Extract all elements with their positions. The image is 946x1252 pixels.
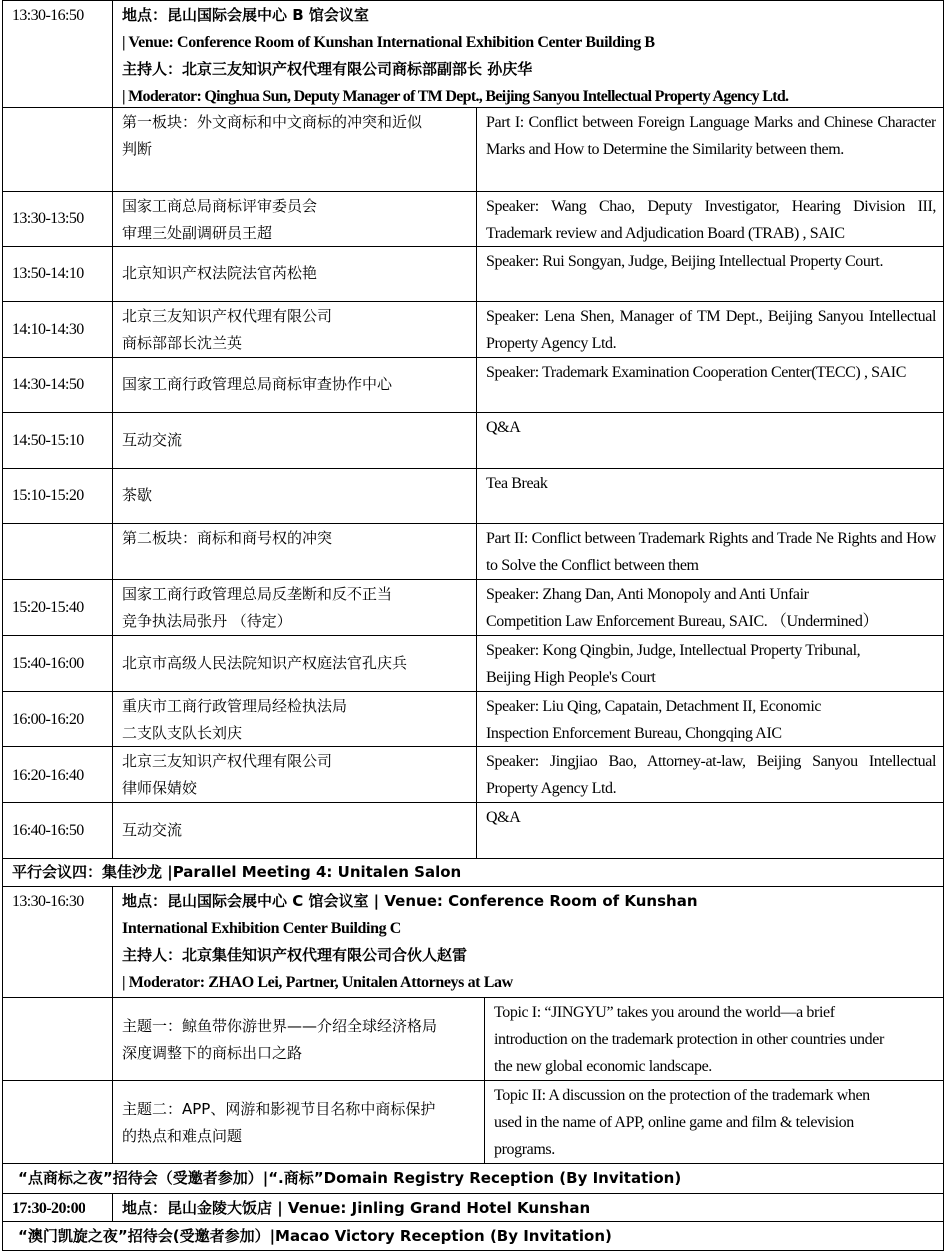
session-time: 17:30-20:00 — [12, 1200, 86, 1217]
agenda-row-zh: 北京三友知识产权代理有限公司 商标部部长沈兰英 — [122, 307, 333, 352]
venue-en: | Venue: Conference Room of Kunshan International Exhibition Center Building B — [122, 34, 655, 51]
topic-en: Topic II: A discussion on the protection of the trademark when used in the name of APP, online game and film & television programs. — [494, 1087, 870, 1158]
venue-line: International Exhibition Center Building C — [122, 920, 401, 937]
agenda-row-en: Speaker: Lena Shen, Manager of TM Dept., Beijing Sanyou Intellectual Property Agency Ltd. — [486, 308, 936, 352]
table-rule — [476, 107, 477, 859]
venue-line: 地点：昆山国际会展中心 C 馆会议室 | Venue: Conference Room of Kunshan — [122, 892, 698, 910]
agenda-row-zh: 第一板块：外文商标和中文商标的冲突和近似 判断 — [122, 113, 423, 158]
table-rule — [943, 0, 944, 1251]
row-time: 14:10-14:30 — [12, 321, 84, 338]
table-rule — [2, 523, 944, 524]
table-rule — [112, 1193, 113, 1222]
agenda-row-en: Speaker: Zhang Dan, Anti Monopoly and Anti Unfair Competition Law Enforcement Bureau, SAIC. （Undermined） — [486, 586, 879, 630]
row-time: 13:30-13:50 — [12, 210, 84, 227]
row-time: 13:50-14:10 — [12, 265, 84, 282]
row-time: 14:50-15:10 — [12, 432, 84, 449]
row-time: 14:30-14:50 — [12, 376, 84, 393]
table-rule — [2, 1193, 944, 1194]
section-header: “澳门凯旋之夜”招待会(受邀者参加）|Macao Victory Reception (By Invitation) — [18, 1227, 612, 1245]
agenda-row-en: Part I: Conflict between Foreign Language Marks and Chinese Character Marks and How to Determine the Similarity between them. — [486, 114, 936, 158]
table-rule — [112, 886, 113, 1164]
table-rule — [2, 997, 944, 998]
topic-zh: 主题一：鲸鱼带你游世界——介绍全球经济格局 深度调整下的商标出口之路 — [122, 1017, 438, 1062]
row-time: 16:20-16:40 — [12, 767, 84, 784]
table-rule — [2, 1163, 944, 1164]
table-rule — [2, 0, 944, 1]
session-time: 13:30-16:50 — [12, 7, 84, 24]
table-rule — [112, 0, 113, 859]
agenda-row-zh: 国家工商行政管理总局反垄断和反不正当 竞争执法局张丹 （待定） — [122, 585, 393, 630]
row-time: 16:00-16:20 — [12, 711, 84, 728]
agenda-row-en: Speaker: Jingjiao Bao, Attorney-at-law, Beijing Sanyou Intellectual Property Agency Ltd. — [486, 753, 936, 797]
table-rule — [2, 412, 944, 413]
table-rule — [2, 357, 944, 358]
section-header: 平行会议四：集佳沙龙 |Parallel Meeting 4: Unitalen Salon — [12, 863, 462, 881]
agenda-row-zh: 茶歇 — [122, 486, 153, 504]
agenda-row-zh: 重庆市工商行政管理局经检执法局 二支队支队长刘庆 — [122, 697, 348, 742]
moderator-zh: 主持人：北京集佳知识产权代理有限公司合伙人赵雷 — [122, 946, 468, 964]
table-rule — [2, 802, 944, 803]
agenda-row-zh: 互动交流 — [122, 431, 183, 449]
agenda-row-en: Speaker: Wang Chao, Deputy Investigator, Hearing Division III, Trademark review and Adjudication Board (TRAB) , SAIC — [486, 198, 936, 242]
agenda-row-zh: 北京市高级人民法院知识产权庭法官孔庆兵 — [122, 654, 408, 672]
moderator-zh: 主持人：北京三友知识产权代理有限公司商标部副部长 孙庆华 — [122, 60, 533, 78]
table-rule — [2, 886, 944, 887]
agenda-row-en: Tea Break — [486, 475, 548, 492]
table-rule — [2, 301, 944, 302]
agenda-row-en: Speaker: Kong Qingbin, Judge, Intellectual Property Tribunal, Beijing High People's Court — [486, 642, 861, 686]
agenda-row-zh: 北京三友知识产权代理有限公司 律师保婧姣 — [122, 752, 333, 797]
agenda-row-en: Q&A — [486, 809, 521, 826]
agenda-row-zh: 第二板块：商标和商号权的冲突 — [122, 529, 333, 547]
table-rule — [2, 691, 944, 692]
table-rule — [2, 579, 944, 580]
venue-block — [122, 2, 937, 110]
topic-zh: 主题二：APP、网游和影视节目名称中商标保护 的热点和难点问题 — [122, 1100, 436, 1145]
agenda-row-zh: 国家工商总局商标评审委员会 审理三处副调研员王超 — [122, 197, 318, 242]
agenda-row-zh: 互动交流 — [122, 821, 183, 839]
agenda-row-en: Speaker: Rui Songyan, Judge, Beijing Intellectual Property Court. — [486, 253, 884, 270]
agenda-row-en: Part II: Conflict between Trademark Rights and Trade Ne Rights and How to Solve the Conflict between them — [486, 530, 936, 574]
section-header: “点商标之夜”招待会（受邀者参加）|“.商标”Domain Registry Reception (By Invitation) — [18, 1169, 682, 1187]
table-rule — [2, 0, 3, 1251]
agenda-row-zh: 国家工商行政管理总局商标审查协作中心 — [122, 375, 393, 393]
venue-block — [122, 888, 937, 996]
moderator-en: | Moderator: Qinghua Sun, Deputy Manager of TM Dept., Beijing Sanyou Intellectual Property Agency Ltd. — [122, 88, 789, 105]
agenda-row-en: Speaker: Liu Qing, Capatain, Detachment II, Economic Inspection Enforcement Bureau, Chongqing AIC — [486, 698, 822, 742]
venue-zh: 地点：昆山国际会展中心 B 馆会议室 — [122, 6, 369, 24]
topic-en: Topic I: “JINGYU” takes you around the world—a brief introduction on the trademark protection in other countries under the new global economic landscape. — [494, 1004, 884, 1075]
agenda-row-zh: 北京知识产权法院法官芮松艳 — [122, 264, 318, 282]
agenda-row-en: Q&A — [486, 419, 521, 436]
table-rule — [2, 635, 944, 636]
moderator-en: | Moderator: ZHAO Lei, Partner, Unitalen Attorneys at Law — [122, 974, 513, 991]
row-time: 15:10-15:20 — [12, 487, 84, 504]
table-rule — [2, 1080, 944, 1081]
row-time: 16:40-16:50 — [12, 822, 84, 839]
session-time: 13:30-16:30 — [12, 893, 84, 910]
table-rule — [2, 1250, 944, 1251]
agenda-row-en: Speaker: Trademark Examination Cooperation Center(TECC) , SAIC — [486, 364, 907, 381]
table-rule — [2, 468, 944, 469]
venue-block: 地点：昆山金陵大饭店 | Venue: Jinling Grand Hotel Kunshan — [122, 1199, 591, 1217]
row-time: 15:20-15:40 — [12, 599, 84, 616]
table-rule — [484, 997, 485, 1164]
row-time: 15:40-16:00 — [12, 655, 84, 672]
table-rule — [2, 191, 944, 192]
